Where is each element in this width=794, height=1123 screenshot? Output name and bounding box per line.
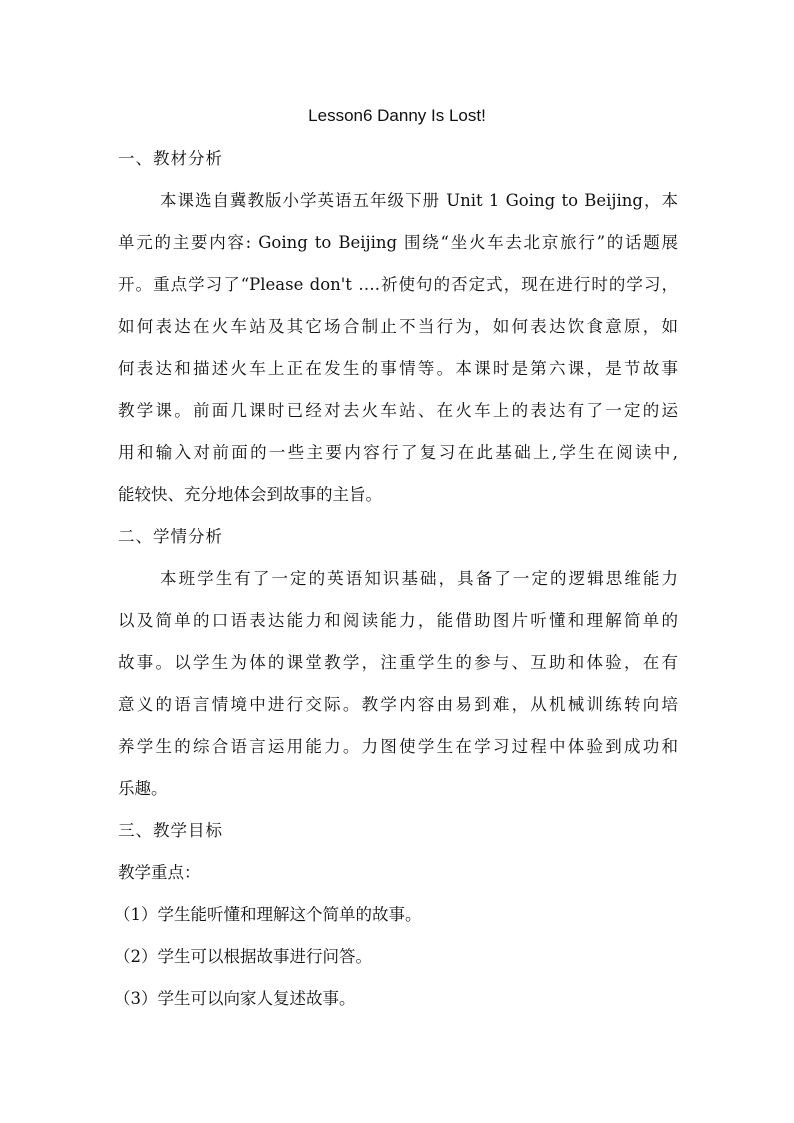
paragraph-line: 教学课。前面几课时已经对去火车站、在火车上的表达有了一定的运: [118, 401, 678, 420]
subheading-teaching-focus: 教学重点：: [118, 863, 201, 882]
paragraph-line: 用和输入对前面的一些主要内容行了复习在此基础上,学生在阅读中,: [118, 443, 678, 462]
list-item: （1）学生能听懂和理解这个简单的故事。: [114, 905, 422, 924]
paragraph-line: 单元的主要内容: Going to Beijing 围绕“坐火车去北京旅行”的话题展: [118, 233, 678, 252]
section-heading-textbook-analysis: 一、教材分析: [118, 149, 223, 168]
list-item: （3）学生可以向家人复述故事。: [114, 989, 356, 1008]
paragraph-line: 乐趣。: [118, 779, 168, 798]
paragraph-line: 能较快、充分地体会到故事的主旨。: [118, 485, 382, 504]
paragraph-line: 何表达和描述火车上正在发生的事情等。本课时是第六课，是节故事: [118, 359, 678, 378]
paragraph-line: 本课选自冀教版小学英语五年级下册 Unit 1 Going to Beijing，本: [160, 191, 678, 210]
paragraph-line: 养学生的综合语言运用能力。力图使学生在学习过程中体验到成功和: [118, 737, 678, 756]
paragraph-line: 开。重点学习了“Please don't ….祈使句的否定式，现在进行时的学习，: [118, 275, 678, 294]
paragraph-line: 如何表达在火车站及其它场合制止不当行为，如何表达饮食意原，如: [118, 317, 678, 336]
section-heading-teaching-objectives: 三、教学目标: [118, 821, 223, 840]
paragraph-line: 意义的语言情境中进行交际。教学内容由易到难，从机械训练转向培: [118, 695, 678, 714]
list-item: （2）学生可以根据故事进行问答。: [114, 947, 372, 966]
paragraph-line: 本班学生有了一定的英语知识基础，具备了一定的逻辑思维能力: [160, 569, 678, 588]
paragraph-line: 故事。以学生为体的课堂教学，注重学生的参与、互助和体验，在有: [118, 653, 678, 672]
section-heading-student-analysis: 二、学情分析: [118, 527, 223, 546]
document-title: Lesson6 Danny Is Lost!: [308, 106, 486, 125]
paragraph-line: 以及简单的口语表达能力和阅读能力，能借助图片听懂和理解简单的: [118, 611, 678, 630]
